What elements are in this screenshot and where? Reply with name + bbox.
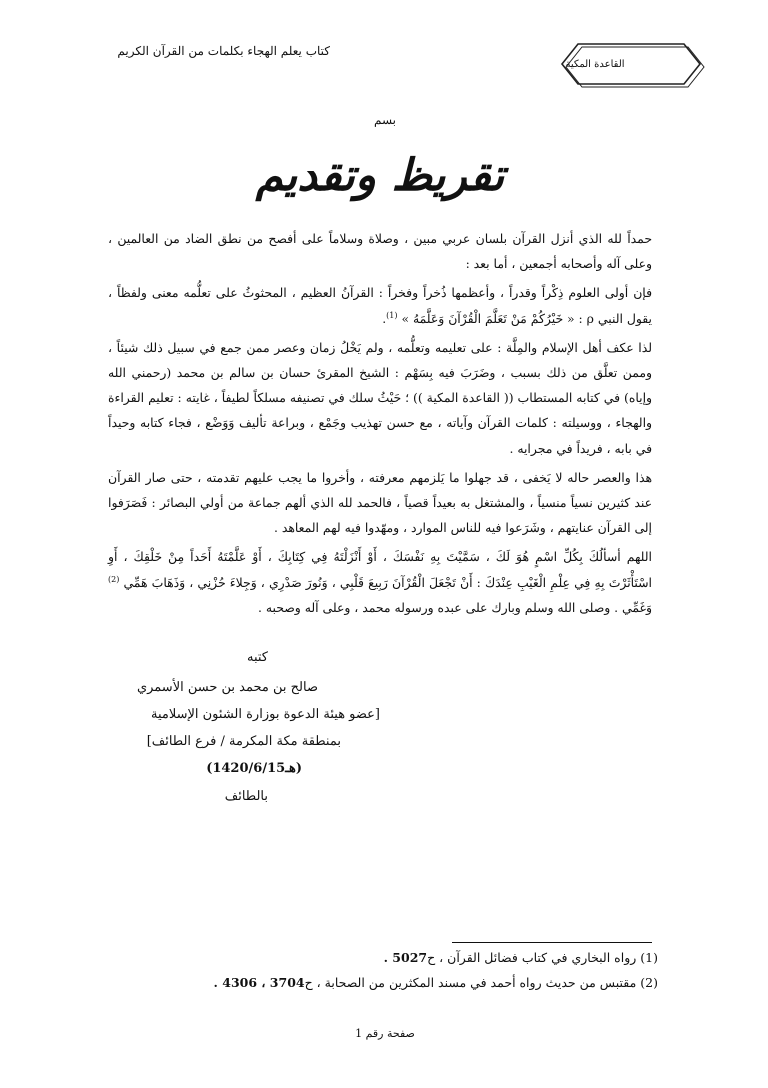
paragraph-opening: حمداً لله الذي أنزل القرآن بلسان عربي مبين ، وصلاة وسلاماً على أفصح من نطق الضاد من العالمين ، وعلى آله وأصحابه أجمعين ، أما بعد : bbox=[108, 231, 652, 272]
basmala: بسم bbox=[373, 113, 397, 127]
book-title: كتاب يعلم الهجاء بكلمات من القرآن الكريم bbox=[117, 44, 330, 58]
footnote-divider bbox=[452, 942, 652, 943]
signature-name: صالح بن محمد بن حسن الأسمري bbox=[136, 680, 318, 695]
paragraph-dua: اللهم أسألُكَ بِكُلِّ اسْمٍ هُوَ لَكَ ، سَمَّيْتَ بِهِ نَفْسَكَ ، أَوْ أَنْزَلْتَهُ فِي كِتَابِكَ ، أَوْ عَلَّمْتَهُ أَحَداً مِنْ خَلْقِكَ ، أَوِ اسْتَأْثَرْتَ بِهِ فِي عِلْمِ الْغَيْبِ عِنْدَكَ : أَنْ تَجْعَلَ الْقُرْآنَ رَبِيعَ قَلْبِي ، وَنُورَ صَدْرِي ، وَجِلاءَ حُزْنِي ، وَذَهَابَ هَمِّي $^{(2)}$ وَغَمِّي . وصلى الله وسلم وبارك على عبده ورسوله محمد ، وعلى آله وصحبه . bbox=[108, 549, 652, 615]
page-number: صفحة رقم 1 bbox=[355, 1027, 415, 1040]
footnote-1: (1) رواه البخاري في كتاب فضائل القرآن ، ح5027 . bbox=[383, 950, 658, 965]
body-text bbox=[108, 226, 652, 620]
signature-place: بالطائف bbox=[224, 789, 268, 804]
signature-intro: كتبه bbox=[246, 650, 268, 665]
footnote-ref-1[interactable]: (1) bbox=[386, 310, 398, 320]
paragraph-virtue: فإن أولى العلوم ذِكْراً وقدراً ، وأعظمها ذُخراً وفخراً : القرآنُ العظيم ، المحثوثُ على تعلُّمه معنى ولفظاً ، يقول النبي ρ : « خَيْرُكُمْ مَنْ تَعَلَّمَ الْقُرْآنَ وَعَلَّمَهُ » $^{(1)}$. bbox=[108, 285, 652, 326]
footnote-ref-2[interactable]: (2) bbox=[108, 574, 120, 584]
page-heading: تقريظ وتقديم bbox=[255, 150, 505, 201]
paragraph-book: لذا عكف أهل الإسلام والمِلَّة : على تعليمه وتعلُّمه ، ولم يَخْلُ زمان وعصر ممن جمع في سبيل ذلك شيئاً ، وممن تعلَّق من ذلك بسبب ، وضَرَبَ فيه بِسَهْم : الشيخ المقرئ حسان بن سالم بن محمد (رحمني الله وإياه) في كتابه المستطاب (( القاعدة المكية )) ؛ حَيْثُ سلك في تصنيفه مسلكاً لطيفاً ، غايته : تعليم القراءة والهجاء ، ووسيلته : كلمات القرآن وآياته ، مع حسن تهذيب وجَمْع ، وبراعة تأليف وَوَضْع ، فجاء كتابه وحيداً في بابه ، فريداً في مجرايه . bbox=[108, 339, 652, 456]
badge-label: القاعدة المكية bbox=[565, 59, 625, 70]
signature-region: بمنطقة مكة المكرمة / فرع الطائف] bbox=[146, 734, 341, 749]
paragraph-era: هذا والعصر حاله لا يَخفى ، قد جهلوا ما يَلزمهم معرفته ، وأخروا ما يجب عليهم تقدمته ، حتى صار القرآن عند كثيرين نسياً منسياً ، والمشتغل به بعيداً قصياً ، فالحمد لله الذي ألهم جماعة من أولي البصائر : فَصَرَفوا إلى القرآن عنايتهم ، وشَرَعوا فيه للناس الموارد ، ومهّدوا فيه لهم المعاهد . bbox=[108, 469, 652, 536]
signature-role: [عضو هيئة الدعوة بوزارة الشئون الإسلامية bbox=[150, 707, 380, 722]
footnote-2: (2) مقتبس من حديث رواه أحمد في مسند المكثرين من الصحابة ، ح3704 ، 4306 . bbox=[213, 975, 658, 990]
signature-date: (1420/6/15هـ) bbox=[206, 761, 302, 776]
